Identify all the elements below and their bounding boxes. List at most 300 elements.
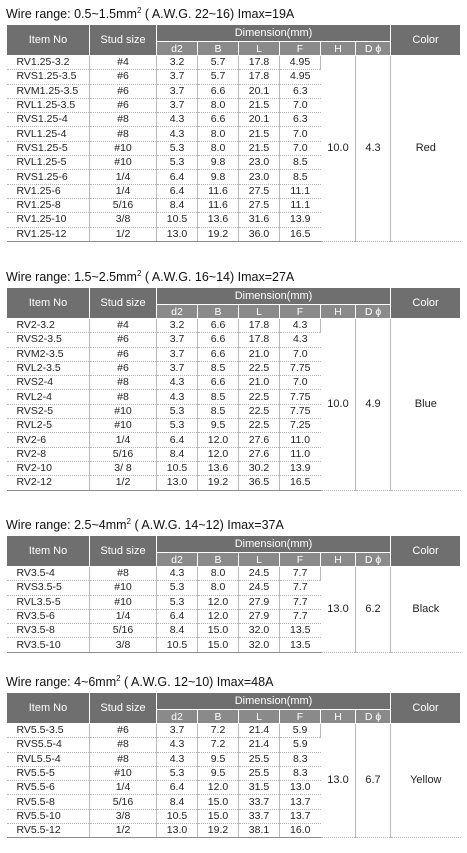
item-no-cell: RV5.5-12	[7, 824, 90, 838]
b-cell: 12.0	[198, 609, 239, 623]
item-no-cell: RV1.25-10	[7, 213, 90, 227]
table-row	[7, 319, 461, 333]
stud-size-cell: 1/4	[90, 433, 157, 447]
item-no-cell: RVL1.25-3.5	[7, 98, 90, 112]
item-no-cell: RV3.5-6	[7, 609, 90, 623]
terminal-spec-table	[6, 535, 461, 653]
caption-text: Wire range: 0.5~1.5mm	[6, 7, 137, 21]
l-cell: 25.5	[239, 766, 280, 780]
header-d2: d2	[157, 305, 198, 319]
d2-cell: 10.5	[157, 638, 198, 652]
l-cell: 20.1	[239, 113, 280, 127]
wire-range-section	[6, 515, 460, 653]
f-cell: 16.5	[280, 476, 321, 490]
item-no-cell: RVL5.5-4	[7, 752, 90, 766]
item-no-cell: RVL1.25-4	[7, 127, 90, 141]
l-cell: 17.8	[239, 70, 280, 84]
caption-text: Wire range: 2.5~4mm	[6, 518, 127, 532]
header-stud-size: Stud size	[90, 536, 157, 567]
header-dphi: D ϕ	[356, 42, 391, 56]
f-cell: 7.75	[280, 390, 321, 404]
item-no-cell: RV1.25-3.2	[7, 56, 90, 70]
b-cell: 12.0	[198, 447, 239, 461]
f-cell: 13.5	[280, 624, 321, 638]
l-cell: 24.5	[239, 581, 280, 595]
f-cell: 4.95	[280, 70, 321, 84]
h-value-cell: 10.0	[321, 56, 356, 242]
l-cell: 22.5	[239, 390, 280, 404]
b-cell: 6.6	[198, 319, 239, 333]
wire-range-section	[6, 672, 460, 838]
terminal-spec-table	[6, 692, 461, 838]
d2-cell: 13.0	[157, 476, 198, 490]
f-cell: 16.0	[280, 824, 321, 838]
l-cell: 31.6	[239, 213, 280, 227]
f-cell: 7.7	[280, 609, 321, 623]
stud-size-cell: #10	[90, 404, 157, 418]
b-cell: 9.5	[198, 419, 239, 433]
l-cell: 21.5	[239, 98, 280, 112]
l-cell: 32.0	[239, 638, 280, 652]
header-l: L	[239, 305, 280, 319]
color-value-cell: Blue	[391, 319, 461, 491]
header-dimension: Dimension(mm)	[157, 536, 391, 553]
item-no-cell: RVS2-3.5	[7, 333, 90, 347]
d2-cell: 13.0	[157, 227, 198, 241]
stud-size-cell: 1/4	[90, 609, 157, 623]
d2-cell: 6.4	[157, 433, 198, 447]
header-d2: d2	[157, 42, 198, 56]
stud-size-cell: #8	[90, 113, 157, 127]
b-cell: 15.0	[198, 638, 239, 652]
stud-size-cell: #10	[90, 581, 157, 595]
d2-cell: 8.4	[157, 624, 198, 638]
d2-cell: 8.4	[157, 198, 198, 212]
caption-text: Wire range: 4~6mm	[6, 675, 117, 689]
header-item-no: Item No	[7, 25, 90, 56]
header-color: Color	[391, 693, 461, 724]
b-cell: 19.2	[198, 227, 239, 241]
f-cell: 11.0	[280, 447, 321, 461]
d2-cell: 4.3	[157, 738, 198, 752]
b-cell: 13.6	[198, 461, 239, 475]
b-cell: 19.2	[198, 824, 239, 838]
item-no-cell: RVL3.5-5	[7, 595, 90, 609]
dphi-value-cell: 6.7	[356, 724, 391, 838]
item-no-cell: RVS1.25-5	[7, 141, 90, 155]
header-dimension: Dimension(mm)	[157, 25, 391, 42]
b-cell: 5.7	[198, 56, 239, 70]
item-no-cell: RVL1.25-5	[7, 156, 90, 170]
b-cell: 15.0	[198, 795, 239, 809]
l-cell: 24.5	[239, 567, 280, 581]
f-cell: 13.0	[280, 781, 321, 795]
l-cell: 21.0	[239, 347, 280, 361]
stud-size-cell: 1/2	[90, 227, 157, 241]
b-cell: 8.5	[198, 404, 239, 418]
f-cell: 11.1	[280, 198, 321, 212]
d2-cell: 3.7	[157, 347, 198, 361]
item-no-cell: RVM1.25-3.5	[7, 84, 90, 98]
wire-range-section	[6, 267, 460, 491]
l-cell: 21.5	[239, 127, 280, 141]
stud-size-cell: #10	[90, 156, 157, 170]
l-cell: 32.0	[239, 624, 280, 638]
wire-range-caption	[6, 267, 460, 287]
header-b: B	[198, 305, 239, 319]
l-cell: 17.8	[239, 319, 280, 333]
stud-size-cell: 3/8	[90, 638, 157, 652]
header-f: F	[280, 42, 321, 56]
b-cell: 12.0	[198, 433, 239, 447]
d2-cell: 6.4	[157, 781, 198, 795]
f-cell: 4.3	[280, 333, 321, 347]
d2-cell: 4.3	[157, 376, 198, 390]
header-dimension: Dimension(mm)	[157, 288, 391, 305]
caption-awg-imax: ( A.W.G. 12~10) Imax=48A	[120, 675, 274, 689]
stud-size-cell: #6	[90, 724, 157, 738]
f-cell: 8.5	[280, 170, 321, 184]
item-no-cell: RVS1.25-6	[7, 170, 90, 184]
item-no-cell: RV1.25-6	[7, 184, 90, 198]
d2-cell: 3.7	[157, 361, 198, 375]
header-h: H	[321, 710, 356, 724]
caption-superscript: 2	[126, 516, 131, 526]
b-cell: 15.0	[198, 809, 239, 823]
item-no-cell: RV5.5-3.5	[7, 724, 90, 738]
stud-size-cell: #6	[90, 347, 157, 361]
l-cell: 23.0	[239, 156, 280, 170]
caption-awg-imax: ( A.W.G. 22~16) Imax=19A	[141, 7, 295, 21]
stud-size-cell: #8	[90, 376, 157, 390]
h-value-cell: 13.0	[321, 567, 356, 653]
color-value-cell: Black	[391, 567, 461, 653]
terminal-spec-table	[6, 24, 461, 242]
header-dphi: D ϕ	[356, 553, 391, 567]
header-stud-size: Stud size	[90, 288, 157, 319]
item-no-cell: RV2-3.2	[7, 319, 90, 333]
dphi-value-cell: 6.2	[356, 567, 391, 653]
item-no-cell: RVS2-5	[7, 404, 90, 418]
f-cell: 8.3	[280, 766, 321, 780]
b-cell: 8.0	[198, 567, 239, 581]
stud-size-cell: #4	[90, 319, 157, 333]
d2-cell: 4.3	[157, 113, 198, 127]
h-value-cell: 10.0	[321, 319, 356, 491]
header-color: Color	[391, 25, 461, 56]
header-b: B	[198, 710, 239, 724]
item-no-cell: RV5.5-8	[7, 795, 90, 809]
f-cell: 13.9	[280, 213, 321, 227]
header-h: H	[321, 305, 356, 319]
header-l: L	[239, 553, 280, 567]
b-cell: 7.2	[198, 738, 239, 752]
header-dphi: D ϕ	[356, 710, 391, 724]
b-cell: 8.0	[198, 98, 239, 112]
d2-cell: 10.5	[157, 809, 198, 823]
b-cell: 5.7	[198, 70, 239, 84]
d2-cell: 5.3	[157, 404, 198, 418]
caption-superscript: 2	[136, 5, 142, 15]
stud-size-cell: #10	[90, 141, 157, 155]
d2-cell: 3.2	[157, 319, 198, 333]
item-no-cell: RV5.5-5	[7, 766, 90, 780]
f-cell: 4.95	[280, 56, 321, 70]
stud-size-cell: 1/4	[90, 170, 157, 184]
b-cell: 9.5	[198, 752, 239, 766]
l-cell: 21.0	[239, 376, 280, 390]
f-cell: 8.3	[280, 752, 321, 766]
wire-range-section	[6, 4, 460, 242]
b-cell: 7.2	[198, 724, 239, 738]
header-b: B	[198, 553, 239, 567]
wire-range-caption	[6, 672, 460, 692]
f-cell: 7.0	[280, 127, 321, 141]
header-stud-size: Stud size	[90, 693, 157, 724]
d2-cell: 4.3	[157, 752, 198, 766]
f-cell: 7.0	[280, 376, 321, 390]
f-cell: 7.7	[280, 595, 321, 609]
d2-cell: 8.4	[157, 795, 198, 809]
l-cell: 30.2	[239, 461, 280, 475]
header-f: F	[280, 305, 321, 319]
f-cell: 7.0	[280, 347, 321, 361]
stud-size-cell: #8	[90, 752, 157, 766]
l-cell: 22.5	[239, 419, 280, 433]
header-dphi: D ϕ	[356, 305, 391, 319]
stud-size-cell: 5/16	[90, 198, 157, 212]
f-cell: 11.1	[280, 184, 321, 198]
item-no-cell: RV3.5-10	[7, 638, 90, 652]
table-row	[7, 56, 461, 70]
b-cell: 6.6	[198, 347, 239, 361]
f-cell: 13.9	[280, 461, 321, 475]
f-cell: 7.75	[280, 404, 321, 418]
f-cell: 13.5	[280, 638, 321, 652]
stud-size-cell: #6	[90, 333, 157, 347]
stud-size-cell: 5/16	[90, 624, 157, 638]
f-cell: 6.3	[280, 84, 321, 98]
b-cell: 19.2	[198, 476, 239, 490]
d2-cell: 3.7	[157, 98, 198, 112]
header-l: L	[239, 710, 280, 724]
item-no-cell: RV2-6	[7, 433, 90, 447]
item-no-cell: RV3.5-4	[7, 567, 90, 581]
header-f: F	[280, 553, 321, 567]
l-cell: 17.8	[239, 333, 280, 347]
b-cell: 15.0	[198, 624, 239, 638]
f-cell: 11.0	[280, 433, 321, 447]
stud-size-cell: #8	[90, 567, 157, 581]
f-cell: 7.7	[280, 581, 321, 595]
d2-cell: 10.5	[157, 461, 198, 475]
item-no-cell: RV3.5-8	[7, 624, 90, 638]
stud-size-cell: 1/2	[90, 476, 157, 490]
d2-cell: 5.3	[157, 595, 198, 609]
stud-size-cell: 1/2	[90, 824, 157, 838]
d2-cell: 6.4	[157, 184, 198, 198]
f-cell: 5.9	[280, 738, 321, 752]
l-cell: 20.1	[239, 84, 280, 98]
b-cell: 8.5	[198, 390, 239, 404]
caption-awg-imax: ( A.W.G. 14~12) Imax=37A	[131, 518, 284, 532]
b-cell: 8.0	[198, 141, 239, 155]
l-cell: 27.5	[239, 198, 280, 212]
l-cell: 33.7	[239, 809, 280, 823]
item-no-cell: RVM2-3.5	[7, 347, 90, 361]
stud-size-cell: #8	[90, 738, 157, 752]
f-cell: 5.9	[280, 724, 321, 738]
table-row	[7, 724, 461, 738]
table-row	[7, 567, 461, 581]
item-no-cell: RV2-10	[7, 461, 90, 475]
stud-size-cell: #4	[90, 56, 157, 70]
d2-cell: 4.3	[157, 567, 198, 581]
f-cell: 7.7	[280, 567, 321, 581]
b-cell: 12.0	[198, 595, 239, 609]
item-no-cell: RVS5.5-4	[7, 738, 90, 752]
f-cell: 6.3	[280, 113, 321, 127]
stud-size-cell: #6	[90, 84, 157, 98]
b-cell: 11.6	[198, 198, 239, 212]
b-cell: 6.6	[198, 113, 239, 127]
f-cell: 7.25	[280, 419, 321, 433]
stud-size-cell: #10	[90, 419, 157, 433]
l-cell: 23.0	[239, 170, 280, 184]
d2-cell: 8.4	[157, 447, 198, 461]
l-cell: 27.9	[239, 609, 280, 623]
d2-cell: 3.2	[157, 56, 198, 70]
l-cell: 27.9	[239, 595, 280, 609]
l-cell: 25.5	[239, 752, 280, 766]
b-cell: 8.0	[198, 581, 239, 595]
item-no-cell: RVL2-3.5	[7, 361, 90, 375]
stud-size-cell: #6	[90, 98, 157, 112]
stud-size-cell: 5/16	[90, 795, 157, 809]
f-cell: 8.5	[280, 156, 321, 170]
header-color: Color	[391, 536, 461, 567]
stud-size-cell: #6	[90, 361, 157, 375]
b-cell: 6.6	[198, 333, 239, 347]
caption-awg-imax: ( A.W.G. 16~14) Imax=27A	[141, 270, 295, 284]
stud-size-cell: 1/4	[90, 781, 157, 795]
item-no-cell: RV1.25-12	[7, 227, 90, 241]
d2-cell: 3.7	[157, 70, 198, 84]
d2-cell: 5.3	[157, 419, 198, 433]
stud-size-cell: 3/ 8	[90, 461, 157, 475]
header-dimension: Dimension(mm)	[157, 693, 391, 710]
l-cell: 27.6	[239, 447, 280, 461]
b-cell: 12.0	[198, 781, 239, 795]
l-cell: 27.6	[239, 433, 280, 447]
item-no-cell: RV2-8	[7, 447, 90, 461]
l-cell: 38.1	[239, 824, 280, 838]
b-cell: 13.6	[198, 213, 239, 227]
f-cell: 13.7	[280, 809, 321, 823]
dphi-value-cell: 4.9	[356, 319, 391, 491]
l-cell: 17.8	[239, 56, 280, 70]
b-cell: 11.6	[198, 184, 239, 198]
dphi-value-cell: 4.3	[356, 56, 391, 242]
b-cell: 8.5	[198, 361, 239, 375]
l-cell: 31.5	[239, 781, 280, 795]
b-cell: 6.6	[198, 376, 239, 390]
d2-cell: 5.3	[157, 141, 198, 155]
l-cell: 33.7	[239, 795, 280, 809]
b-cell: 9.8	[198, 170, 239, 184]
caption-text: Wire range: 1.5~2.5mm	[6, 270, 137, 284]
l-cell: 22.5	[239, 404, 280, 418]
item-no-cell: RVL2-4	[7, 390, 90, 404]
item-no-cell: RVS1.25-4	[7, 113, 90, 127]
stud-size-cell: #8	[90, 127, 157, 141]
d2-cell: 4.3	[157, 390, 198, 404]
header-stud-size: Stud size	[90, 25, 157, 56]
color-value-cell: Yellow	[391, 724, 461, 838]
header-f: F	[280, 710, 321, 724]
d2-cell: 6.4	[157, 609, 198, 623]
caption-superscript: 2	[116, 673, 121, 683]
l-cell: 36.5	[239, 476, 280, 490]
wire-range-caption	[6, 4, 460, 24]
header-h: H	[321, 42, 356, 56]
item-no-cell: RVS2-4	[7, 376, 90, 390]
l-cell: 21.4	[239, 738, 280, 752]
item-no-cell: RV5.5-6	[7, 781, 90, 795]
l-cell: 36.0	[239, 227, 280, 241]
f-cell: 7.0	[280, 98, 321, 112]
header-item-no: Item No	[7, 693, 90, 724]
header-l: L	[239, 42, 280, 56]
b-cell: 9.5	[198, 766, 239, 780]
l-cell: 22.5	[239, 361, 280, 375]
h-value-cell: 13.0	[321, 724, 356, 838]
d2-cell: 3.7	[157, 84, 198, 98]
item-no-cell: RVL2-5	[7, 419, 90, 433]
item-no-cell: RVS3.5-5	[7, 581, 90, 595]
f-cell: 7.75	[280, 361, 321, 375]
d2-cell: 5.3	[157, 581, 198, 595]
header-d2: d2	[157, 710, 198, 724]
stud-size-cell: #10	[90, 766, 157, 780]
item-no-cell: RV2-12	[7, 476, 90, 490]
color-value-cell: Red	[391, 56, 461, 242]
stud-size-cell: #10	[90, 595, 157, 609]
l-cell: 21.4	[239, 724, 280, 738]
stud-size-cell: 3/8	[90, 809, 157, 823]
header-item-no: Item No	[7, 288, 90, 319]
stud-size-cell: 5/16	[90, 447, 157, 461]
stud-size-cell: #6	[90, 70, 157, 84]
l-cell: 27.5	[239, 184, 280, 198]
d2-cell: 13.0	[157, 824, 198, 838]
stud-size-cell: #8	[90, 390, 157, 404]
item-no-cell: RVS1.25-3.5	[7, 70, 90, 84]
f-cell: 16.5	[280, 227, 321, 241]
header-color: Color	[391, 288, 461, 319]
caption-superscript: 2	[136, 268, 142, 278]
item-no-cell: RV5.5-10	[7, 809, 90, 823]
header-h: H	[321, 553, 356, 567]
d2-cell: 5.3	[157, 156, 198, 170]
b-cell: 6.6	[198, 84, 239, 98]
d2-cell: 4.3	[157, 127, 198, 141]
stud-size-cell: 1/4	[90, 184, 157, 198]
b-cell: 8.0	[198, 127, 239, 141]
l-cell: 21.5	[239, 141, 280, 155]
f-cell: 7.0	[280, 141, 321, 155]
d2-cell: 5.3	[157, 766, 198, 780]
